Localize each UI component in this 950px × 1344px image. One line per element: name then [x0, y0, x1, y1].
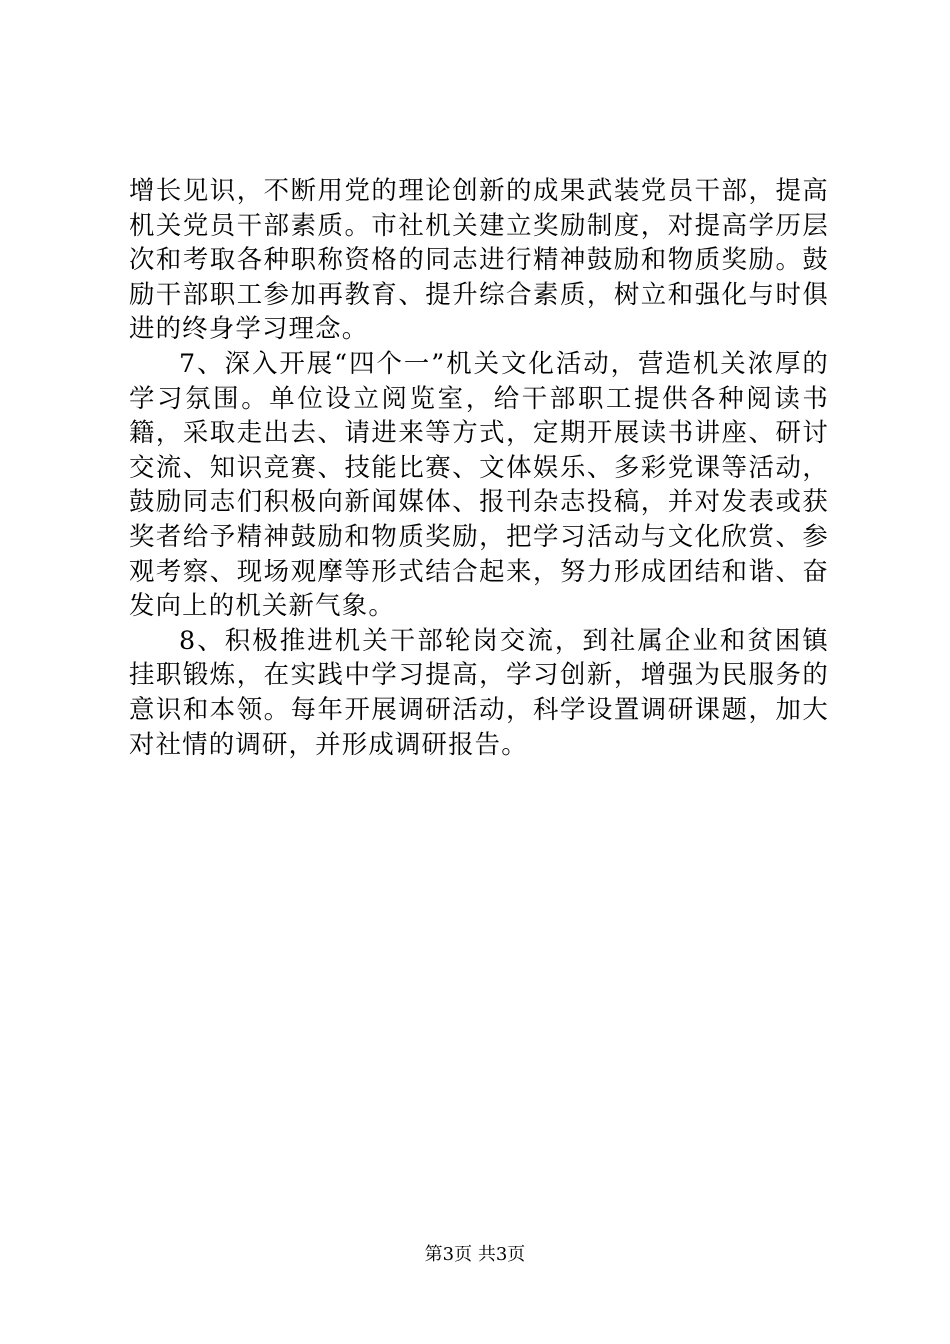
- body-paragraph-item-8: 8、积极推进机关干部轮岗交流，到社属企业和贫困镇挂职锻炼，在实践中学习提高，学习创新，增强为民服务的意识和本领。每年开展调研活动，科学设置调研课题，加大对社情的调研，并形成调研报告。: [129, 624, 829, 759]
- body-paragraph-item-7: 7、深入开展“四个一”机关文化活动，营造机关浓厚的学习氛围。单位设立阅览室，给干部职工提供各种阅读书籍，采取走出去、请进来等方式，定期开展读书讲座、研讨交流、知识竞赛、技能比赛、文体娱乐、多彩党课等活动，鼓励同志们积极向新闻媒体、报刊杂志投稿，并对发表或获奖者给予精神鼓励和物质奖励，把学习活动与文化欣赏、参观考察、现场观摩等形式结合起来，努力形成团结和谐、奋发向上的机关新气象。: [129, 347, 829, 621]
- page-number-footer: 第3页 共3页: [424, 1244, 526, 1265]
- document-body: [129, 173, 829, 761]
- body-paragraph-continuation: 增长见识，不断用党的理论创新的成果武装党员干部，提高机关党员干部素质。市社机关建立奖励制度，对提高学历层次和考取各种职称资格的同志进行精神鼓励和物质奖励。鼓励干部职工参加再教育、提升综合素质，树立和强化与时俱进的终身学习理念。: [129, 175, 829, 344]
